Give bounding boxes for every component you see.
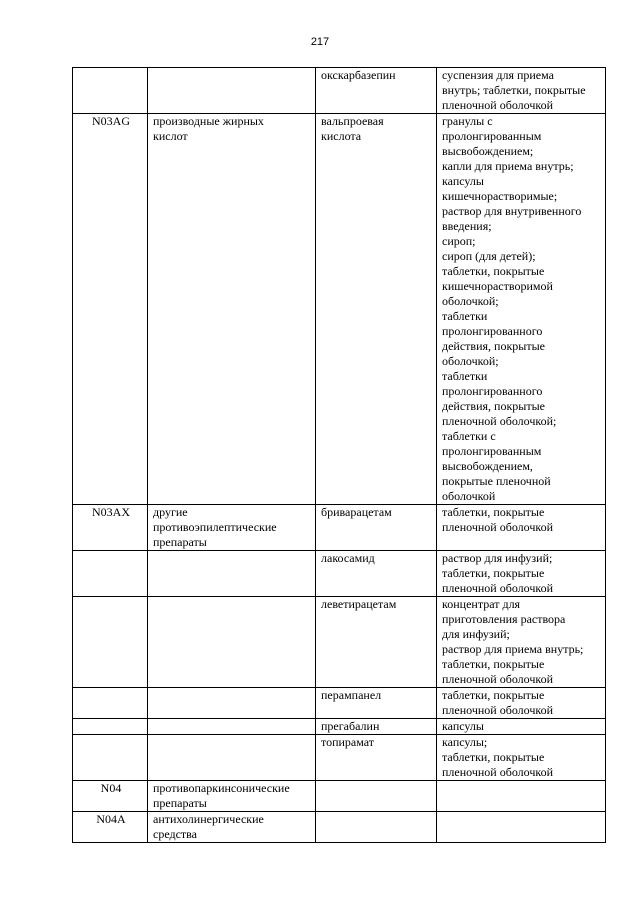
- forms-text-line: пленочной оболочкой;: [442, 414, 557, 428]
- forms-text-line: сироп (для детей);: [442, 249, 536, 263]
- page-number: 217: [310, 36, 330, 48]
- group-text-line: кислот: [153, 129, 188, 143]
- forms-text-line: действия, покрытые: [442, 339, 545, 353]
- forms-text-line: пленочной оболочкой: [442, 581, 554, 595]
- drug-name-cell: [316, 812, 437, 843]
- dosage-forms-cell: [437, 735, 606, 781]
- dosage-forms-cell: [437, 505, 606, 551]
- group-name-cell: [148, 505, 316, 551]
- drug-text-line: окскарбазепин: [321, 68, 396, 82]
- atc-code-cell: [73, 551, 148, 597]
- forms-text-line: раствор для приема внутрь;: [442, 642, 584, 656]
- forms-text-line: введения;: [442, 219, 492, 233]
- forms-text-line: кишечнорастворимой: [442, 279, 553, 293]
- drug-name-cell: [316, 597, 437, 688]
- forms-text-line: таблетки, покрытые: [442, 505, 545, 519]
- drug-name-cell: [316, 68, 437, 114]
- forms-text-line: пленочной оболочкой: [442, 520, 554, 534]
- forms-text-line: таблетки, покрытые: [442, 657, 545, 671]
- forms-text-line: оболочкой;: [442, 294, 499, 308]
- group-name-cell: [148, 68, 316, 114]
- forms-text-line: сироп;: [442, 234, 476, 248]
- table-row: [73, 505, 606, 551]
- forms-text-line: пролонгированного: [442, 384, 543, 398]
- table-row: [73, 812, 606, 843]
- drug-table: [72, 67, 606, 843]
- group-name-cell: [148, 812, 316, 843]
- atc-code-cell: [73, 505, 148, 551]
- code-text: N03AG: [92, 114, 130, 128]
- drug-name-cell: [316, 781, 437, 812]
- forms-text-line: пленочной оболочкой: [442, 98, 554, 112]
- group-name-cell: [148, 781, 316, 812]
- forms-text-line: пленочной оболочкой: [442, 703, 554, 717]
- forms-text-line: таблетки: [442, 309, 488, 323]
- forms-text-line: высвобождением;: [442, 144, 534, 158]
- group-text-line: препараты: [153, 796, 207, 810]
- table-row: [73, 114, 606, 505]
- forms-text-line: высвобождением,: [442, 459, 533, 473]
- drug-text-line: бриварацетам: [321, 505, 392, 519]
- code-text: N04: [100, 781, 122, 795]
- group-name-cell: [148, 597, 316, 688]
- table-row: [73, 688, 606, 719]
- drug-text-line: лакосамид: [321, 551, 375, 565]
- code-text: N04A: [96, 812, 126, 826]
- table-row: [73, 551, 606, 597]
- forms-text-line: оболочкой;: [442, 354, 499, 368]
- forms-text-line: внутрь; таблетки, покрытые: [442, 83, 586, 97]
- group-name-cell: [148, 735, 316, 781]
- atc-code-cell: [73, 719, 148, 735]
- group-text-line: противоэпилептические: [153, 520, 277, 534]
- dosage-forms-cell: [437, 781, 606, 812]
- atc-code-cell: [73, 781, 148, 812]
- group-text-line: другие: [153, 505, 188, 519]
- forms-text-line: кишечнорастворимые;: [442, 189, 558, 203]
- table-row: [73, 719, 606, 735]
- forms-text-line: суспензия для приема: [442, 68, 554, 82]
- group-text-line: антихолинергические: [153, 812, 264, 826]
- atc-code-cell: [73, 597, 148, 688]
- forms-text-line: гранулы с: [442, 114, 493, 128]
- table-row: [73, 735, 606, 781]
- drug-text-line: леветирацетам: [321, 597, 397, 611]
- drug-text-line: прегабалин: [321, 719, 380, 733]
- forms-text-line: пролонгированного: [442, 324, 543, 338]
- forms-text-line: пленочной оболочкой: [442, 672, 554, 686]
- forms-text-line: таблетки, покрытые: [442, 688, 545, 702]
- drug-text-line: вальпроевая: [321, 114, 384, 128]
- forms-text-line: раствор для внутривенного: [442, 204, 582, 218]
- drug-table-body: [73, 68, 606, 843]
- drug-name-cell: [316, 735, 437, 781]
- forms-text-line: таблетки с: [442, 429, 496, 443]
- group-name-cell: [148, 719, 316, 735]
- forms-text-line: капсулы: [442, 719, 484, 733]
- drug-name-cell: [316, 505, 437, 551]
- atc-code-cell: [73, 68, 148, 114]
- forms-text-line: приготовления раствора: [442, 612, 566, 626]
- atc-code-cell: [73, 735, 148, 781]
- drug-text-line: топирамат: [321, 735, 375, 749]
- forms-text-line: концентрат для: [442, 597, 521, 611]
- dosage-forms-cell: [437, 719, 606, 735]
- code-text: N03AX: [92, 505, 130, 519]
- table-row: [73, 597, 606, 688]
- atc-code-cell: [73, 114, 148, 505]
- atc-code-cell: [73, 688, 148, 719]
- forms-text-line: раствор для инфузий;: [442, 551, 553, 565]
- group-text-line: противопаркинсонические: [153, 781, 290, 795]
- dosage-forms-cell: [437, 812, 606, 843]
- forms-text-line: таблетки, покрытые: [442, 750, 545, 764]
- group-text-line: средства: [153, 827, 198, 841]
- drug-name-cell: [316, 114, 437, 505]
- forms-text-line: капсулы;: [442, 735, 488, 749]
- forms-text-line: пленочной оболочкой: [442, 765, 554, 779]
- drug-name-cell: [316, 719, 437, 735]
- drug-name-cell: [316, 688, 437, 719]
- group-text-line: препараты: [153, 535, 207, 549]
- table-row: [73, 781, 606, 812]
- table-row: [73, 68, 606, 114]
- forms-text-line: оболочкой: [442, 489, 496, 503]
- forms-text-line: таблетки, покрытые: [442, 566, 545, 580]
- dosage-forms-cell: [437, 688, 606, 719]
- group-text-line: производные жирных: [153, 114, 264, 128]
- drug-text-line: кислота: [321, 129, 362, 143]
- dosage-forms-cell: [437, 68, 606, 114]
- group-name-cell: [148, 688, 316, 719]
- drug-name-cell: [316, 551, 437, 597]
- drug-text-line: перампанел: [321, 688, 382, 702]
- group-name-cell: [148, 114, 316, 505]
- forms-text-line: пролонгированным: [442, 129, 542, 143]
- group-name-cell: [148, 551, 316, 597]
- forms-text-line: капсулы: [442, 174, 484, 188]
- dosage-forms-cell: [437, 114, 606, 505]
- atc-code-cell: [73, 812, 148, 843]
- dosage-forms-cell: [437, 551, 606, 597]
- forms-text-line: таблетки, покрытые: [442, 264, 545, 278]
- forms-text-line: покрытые пленочной: [442, 474, 551, 488]
- forms-text-line: пролонгированным: [442, 444, 542, 458]
- forms-text-line: действия, покрытые: [442, 399, 545, 413]
- dosage-forms-cell: [437, 597, 606, 688]
- forms-text-line: таблетки: [442, 369, 488, 383]
- forms-text-line: для инфузий;: [442, 627, 510, 641]
- forms-text-line: капли для приема внутрь;: [442, 159, 574, 173]
